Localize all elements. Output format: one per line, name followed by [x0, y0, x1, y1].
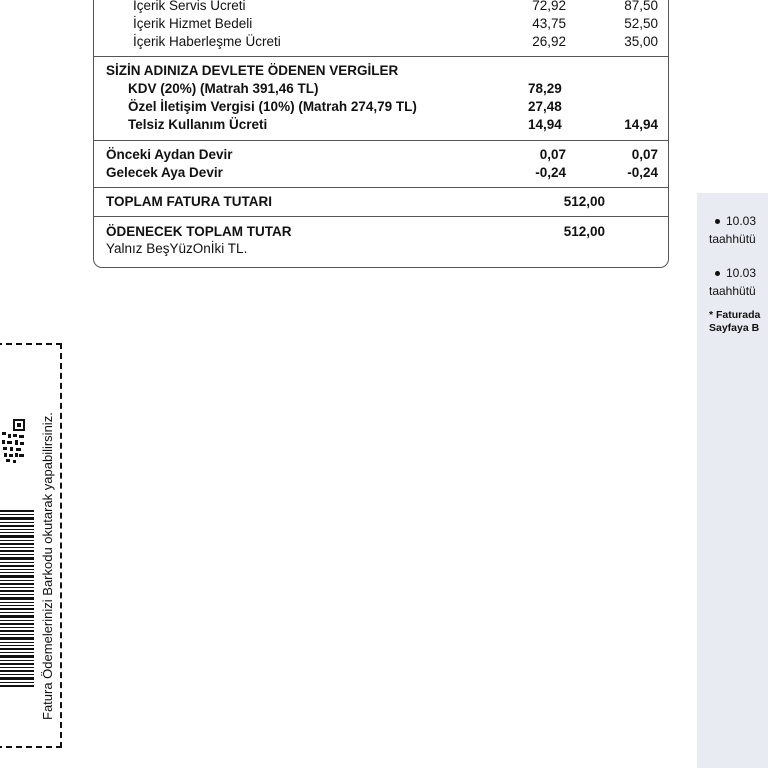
divider	[93, 140, 669, 141]
row-label: İçerik Hizmet Bedeli	[133, 16, 253, 31]
bullet-icon	[715, 219, 720, 224]
row-value: 52,50	[624, 16, 658, 31]
divider	[93, 187, 669, 188]
carry-row-value: 0,07	[631, 147, 658, 162]
tax-row-value: 14,94	[528, 117, 562, 132]
payment-slip-instruction: Fatura Ödemelerinizi Barkodu okutarak yapabilirsiniz.	[40, 412, 55, 720]
qr-code-icon	[0, 416, 26, 466]
row-label: İçerik Haberleşme Ücreti	[133, 34, 281, 49]
row-value: 35,00	[624, 34, 658, 49]
row-label: İçerik Servis Ücreti	[133, 0, 246, 13]
footnote-line-2: Sayfaya B	[709, 322, 760, 334]
tax-row-value: 78,29	[528, 81, 562, 96]
total-label: TOPLAM FATURA TUTARI	[106, 194, 272, 209]
carry-row-label: Önceki Aydan Devir	[106, 147, 233, 162]
row-value: 43,75	[532, 16, 566, 31]
note-1-line-2: taahhütü	[709, 232, 756, 246]
tax-row-label: Telsiz Kullanım Ücreti	[128, 117, 268, 132]
tax-row-label: Özel İletişim Vergisi (10%) (Matrah 274,79 TL)	[128, 99, 417, 114]
info-sidebar	[697, 193, 768, 768]
note-2-line-1: 10.03	[715, 265, 756, 281]
note-2-line-2: taahhütü	[709, 284, 756, 298]
carry-row-label: Gelecek Aya Devir	[106, 165, 223, 180]
carry-row-value: -0,24	[627, 165, 658, 180]
payable-value: 512,00	[563, 224, 605, 239]
tax-row-label: KDV (20%) (Matrah 391,46 TL)	[128, 81, 319, 96]
tax-row-value: 27,48	[528, 99, 562, 114]
tax-section-title: SİZİN ADINIZA DEVLETE ÖDENEN VERGİLER	[106, 63, 399, 78]
divider	[93, 56, 669, 57]
tax-row-value: 14,94	[624, 117, 658, 132]
payable-label: ÖDENECEK TOPLAM TUTAR	[106, 224, 292, 239]
note-1-line-1: 10.03	[715, 213, 756, 229]
carry-row-value: 0,07	[539, 147, 566, 162]
row-value: 87,50	[624, 0, 658, 13]
divider	[93, 216, 669, 217]
row-value: 26,92	[532, 34, 566, 49]
barcode-icon	[0, 510, 34, 688]
payable-words: Yalnız BeşYüzOnİki TL.	[106, 241, 248, 256]
total-value: 512,00	[563, 194, 605, 209]
row-value: 72,92	[532, 0, 566, 13]
footnote-line-1: * Faturada	[709, 309, 761, 321]
carry-row-value: -0,24	[535, 165, 566, 180]
bullet-icon	[715, 271, 720, 276]
